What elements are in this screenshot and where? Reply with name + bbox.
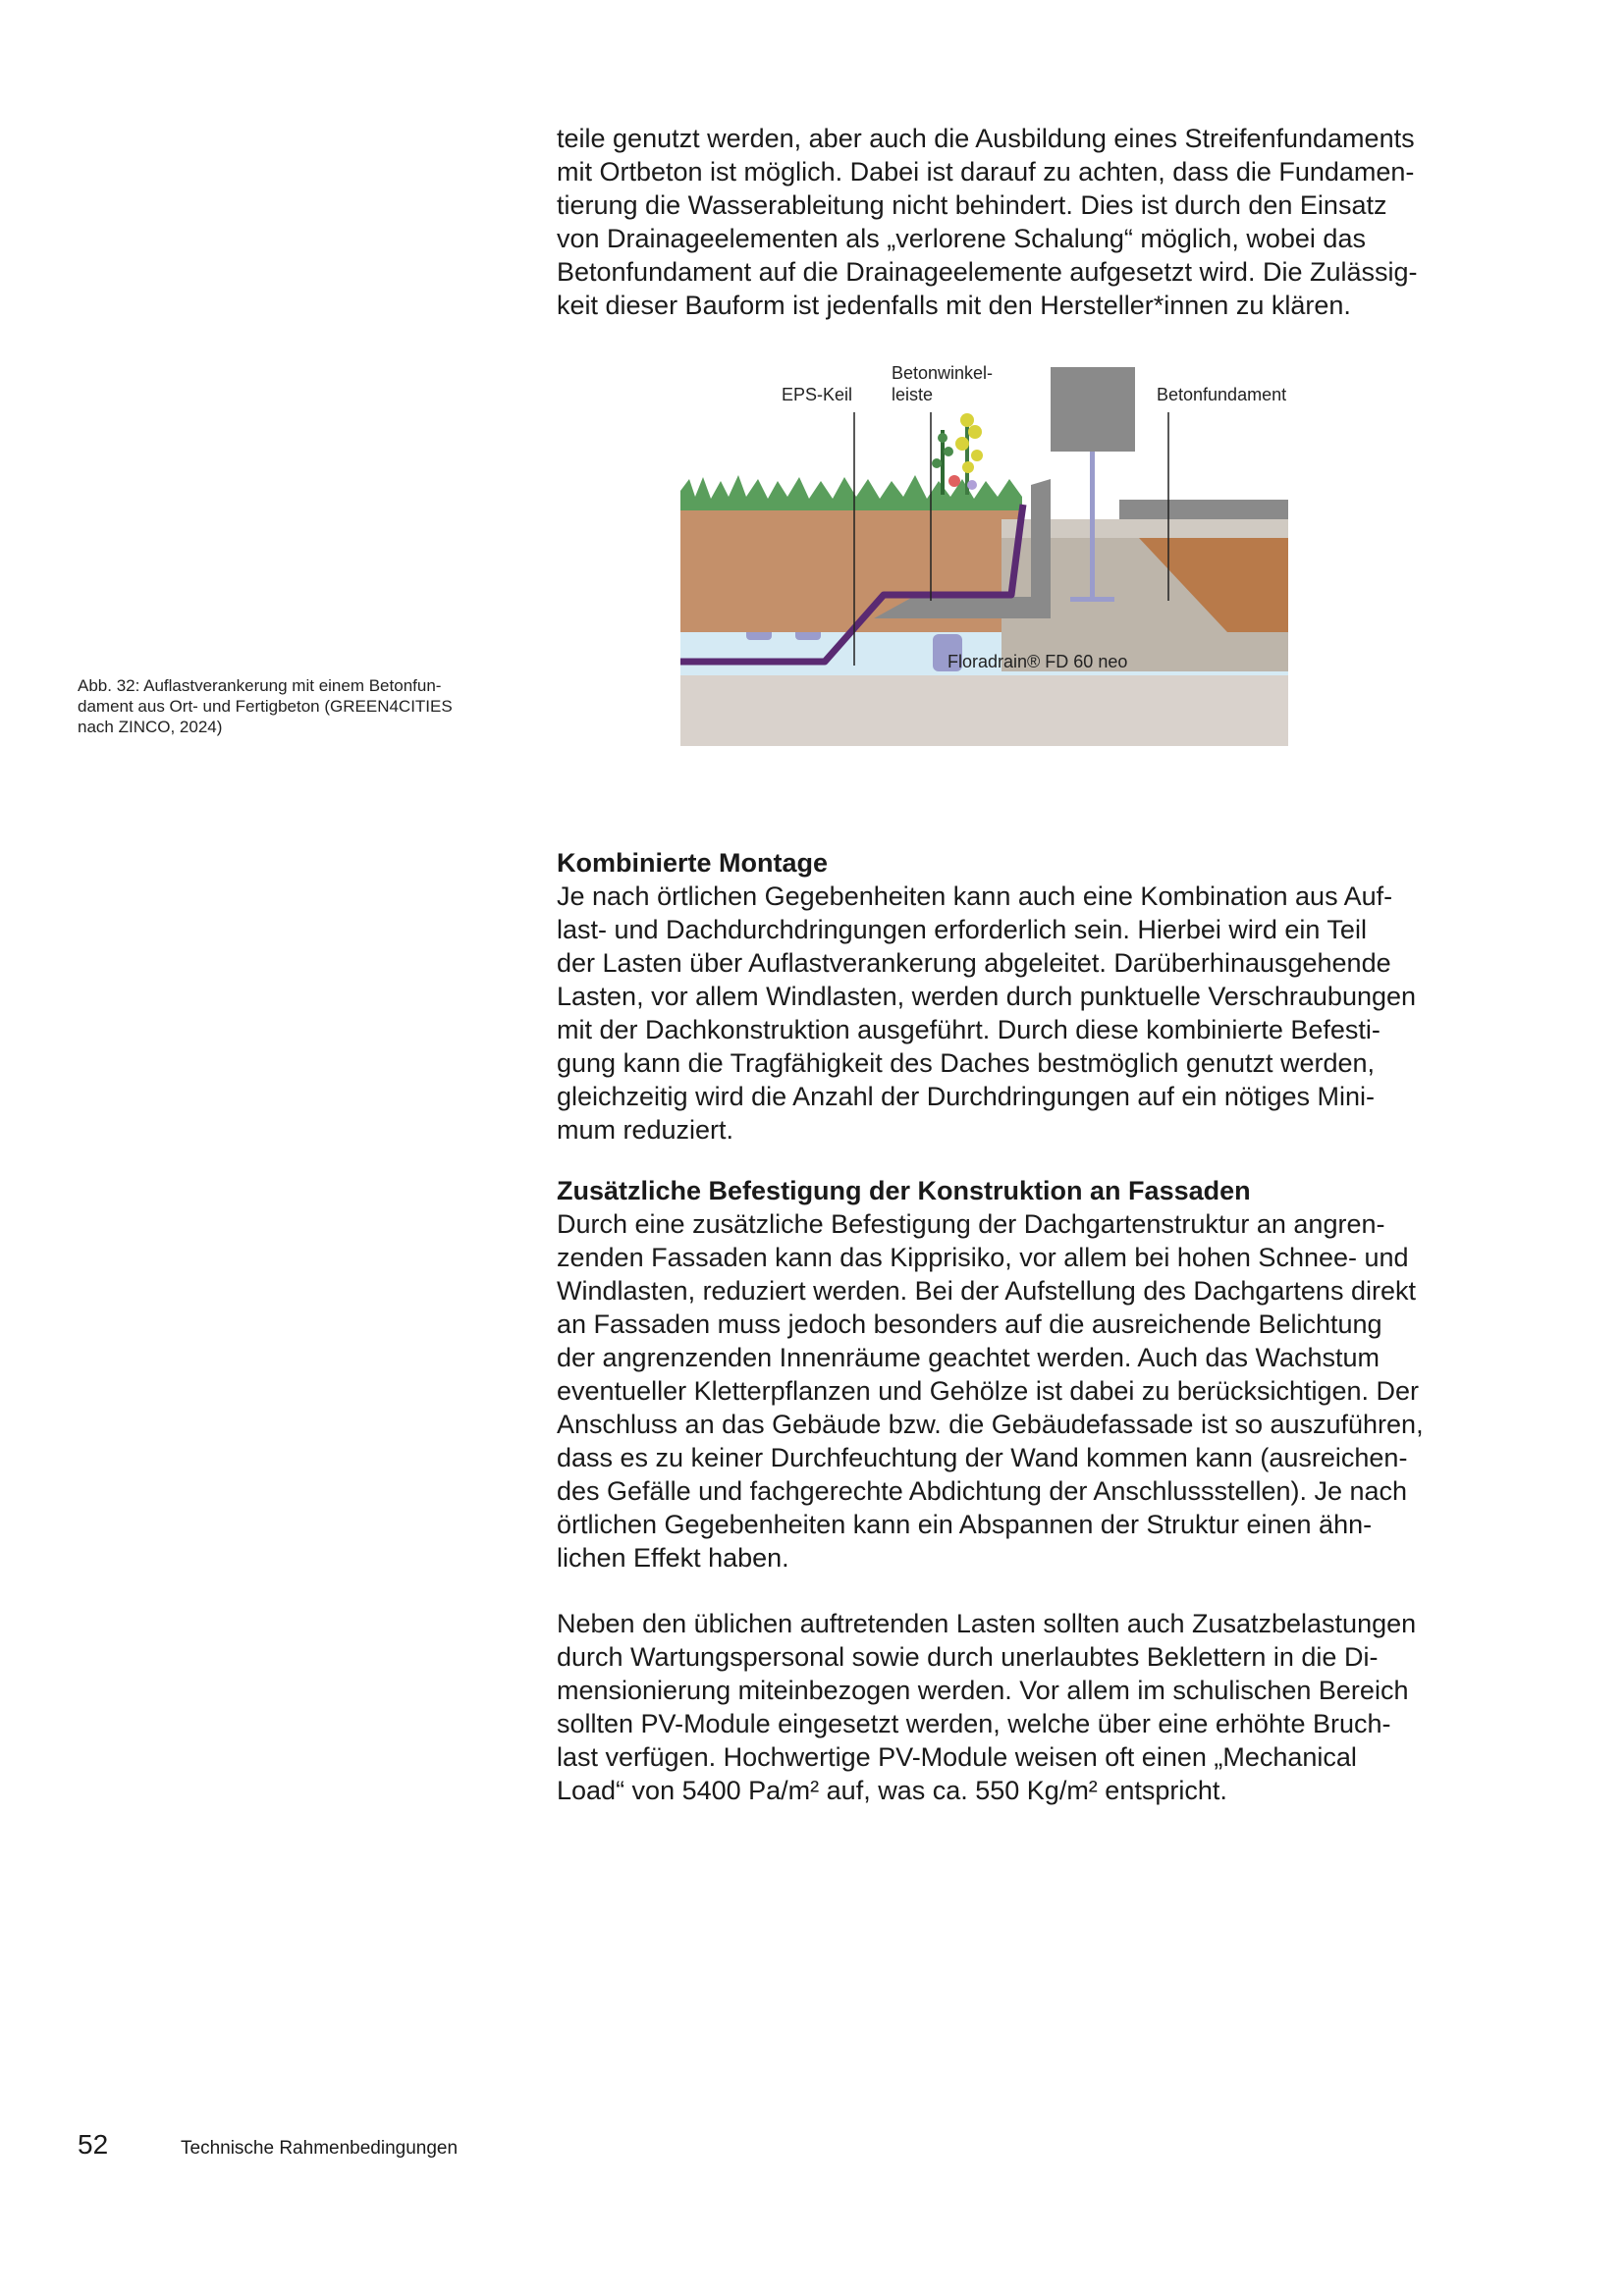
foundation-diagram-svg (677, 361, 1298, 746)
text-line: Neben den üblichen auftretenden Lasten sollten auch Zusatzbelastungen (557, 1609, 1417, 1638)
roof-base-layer (680, 675, 1288, 746)
figure-caption (78, 675, 529, 737)
text-line: örtlichen Gegebenheiten kann ein Abspannen der Struktur einen ähn- (557, 1510, 1373, 1539)
paving-strip (1119, 500, 1288, 519)
label-betonwinkel-1: Betonwinkel- (892, 363, 994, 383)
text-line: mit Ortbeton ist möglich. Dabei ist darauf zu achten, dass die Fundamen- (557, 157, 1415, 187)
text-line: Lasten, vor allem Windlasten, werden durch punktuelle Verschraubungen (557, 982, 1417, 1011)
paragraph-zusatzbelastungen (557, 1607, 1499, 1807)
text-line: mensionierung miteinbezogen werden. Vor allem im schulischen Bereich (557, 1676, 1409, 1705)
text-line: dass es zu keiner Durchfeuchtung der Wand kommen kann (ausreichen- (557, 1443, 1408, 1472)
text-line: Load“ von 5400 Pa/m² auf, was ca. 550 Kg/m² entspricht. (557, 1776, 1227, 1805)
label-eps-keil: EPS-Keil (782, 385, 853, 404)
section-heading: Zusätzliche Befestigung der Konstruktion an Fassaden (557, 1176, 1251, 1205)
anchor-rod (1090, 452, 1095, 599)
text-line: durch Wartungspersonal sowie durch unerlaubtes Beklettern in die Di- (557, 1642, 1379, 1672)
text-line: eventueller Kletterpflanzen und Gehölze ist dabei zu berücksichtigen. Der (557, 1376, 1420, 1406)
text-line: an Fassaden muss jedoch besonders auf die ausreichende Belichtung (557, 1309, 1382, 1339)
text-line: von Drainageelementen als „verlorene Schalung“ möglich, wobei das (557, 224, 1366, 253)
text-line: Windlasten, reduziert werden. Bei der Aufstellung des Dachgartens direkt (557, 1276, 1416, 1306)
section-fassaden-befestigung (557, 1174, 1499, 1575)
precast-block (1051, 367, 1135, 452)
text-line: last- und Dachdurchdringungen erforderlich sein. Hierbei wird ein Teil (557, 915, 1367, 944)
text-line: gleichzeitig wird die Anzahl der Durchdringungen auf ein nötiges Mini- (557, 1082, 1375, 1111)
text-line: der Lasten über Auflastverankerung abgeleitet. Darüberhinausgehende (557, 948, 1391, 978)
running-footer-title: Technische Rahmenbedingungen (181, 2138, 459, 2159)
text-line: des Gefälle und fachgerechte Abdichtung der Anschlussstellen). Je nach (557, 1476, 1408, 1506)
foundation-diagram (677, 361, 1298, 746)
caption-line: dament aus Ort- und Fertigbeton (GREEN4CITIES (78, 697, 453, 716)
text-line: Durch eine zusätzliche Befestigung der Dachgartenstruktur an angren- (557, 1209, 1385, 1239)
text-line: der angrenzenden Innenräume geachtet werden. Auch das Wachstum (557, 1343, 1380, 1372)
text-line: keit dieser Bauform ist jedenfalls mit den Hersteller*innen zu klären. (557, 291, 1351, 320)
text-line: Je nach örtlichen Gegebenheiten kann auch eine Kombination aus Auf- (557, 881, 1393, 911)
text-line: tierung die Wasserableitung nicht behindert. Dies ist durch den Einsatz (557, 190, 1387, 220)
intro-paragraph (557, 122, 1499, 322)
text-line: last verfügen. Hochwertige PV-Module weisen oft einen „Mechanical (557, 1742, 1357, 1772)
section-heading: Kombinierte Montage (557, 848, 829, 878)
label-betonfundament: Betonfundament (1157, 385, 1287, 404)
page-number: 52 (78, 2129, 109, 2160)
label-betonwinkel-2: leiste (892, 385, 934, 404)
text-line: sollten PV-Module eingesetzt werden, welche über eine erhöhte Bruch- (557, 1709, 1391, 1738)
text-line: lichen Effekt haben. (557, 1543, 789, 1573)
caption-line: Abb. 32: Auflastverankerung mit einem Betonfun- (78, 676, 442, 695)
text-line: gung kann die Tragfähigkeit des Daches bestmöglich genutzt werden, (557, 1048, 1376, 1078)
text-line: zenden Fassaden kann das Kipprisiko, vor allem bei hohen Schnee- und (557, 1243, 1409, 1272)
text-line: mit der Dachkonstruktion ausgeführt. Durch diese kombinierte Befesti- (557, 1015, 1380, 1044)
section-kombinierte-montage (557, 846, 1499, 1147)
text-line: Betonfundament auf die Drainageelemente aufgesetzt wird. Die Zulässig- (557, 257, 1418, 287)
text-line: teile genutzt werden, aber auch die Ausbildung eines Streifenfundaments (557, 124, 1415, 153)
caption-line: nach ZINCO, 2024) (78, 718, 223, 736)
text-line: Anschluss an das Gebäude bzw. die Gebäudefassade ist so auszuführen, (557, 1410, 1424, 1439)
anchor-plate (1070, 597, 1114, 602)
text-line: mum reduziert. (557, 1115, 734, 1145)
label-floradrain: Floradrain® FD 60 neo (947, 652, 1128, 671)
